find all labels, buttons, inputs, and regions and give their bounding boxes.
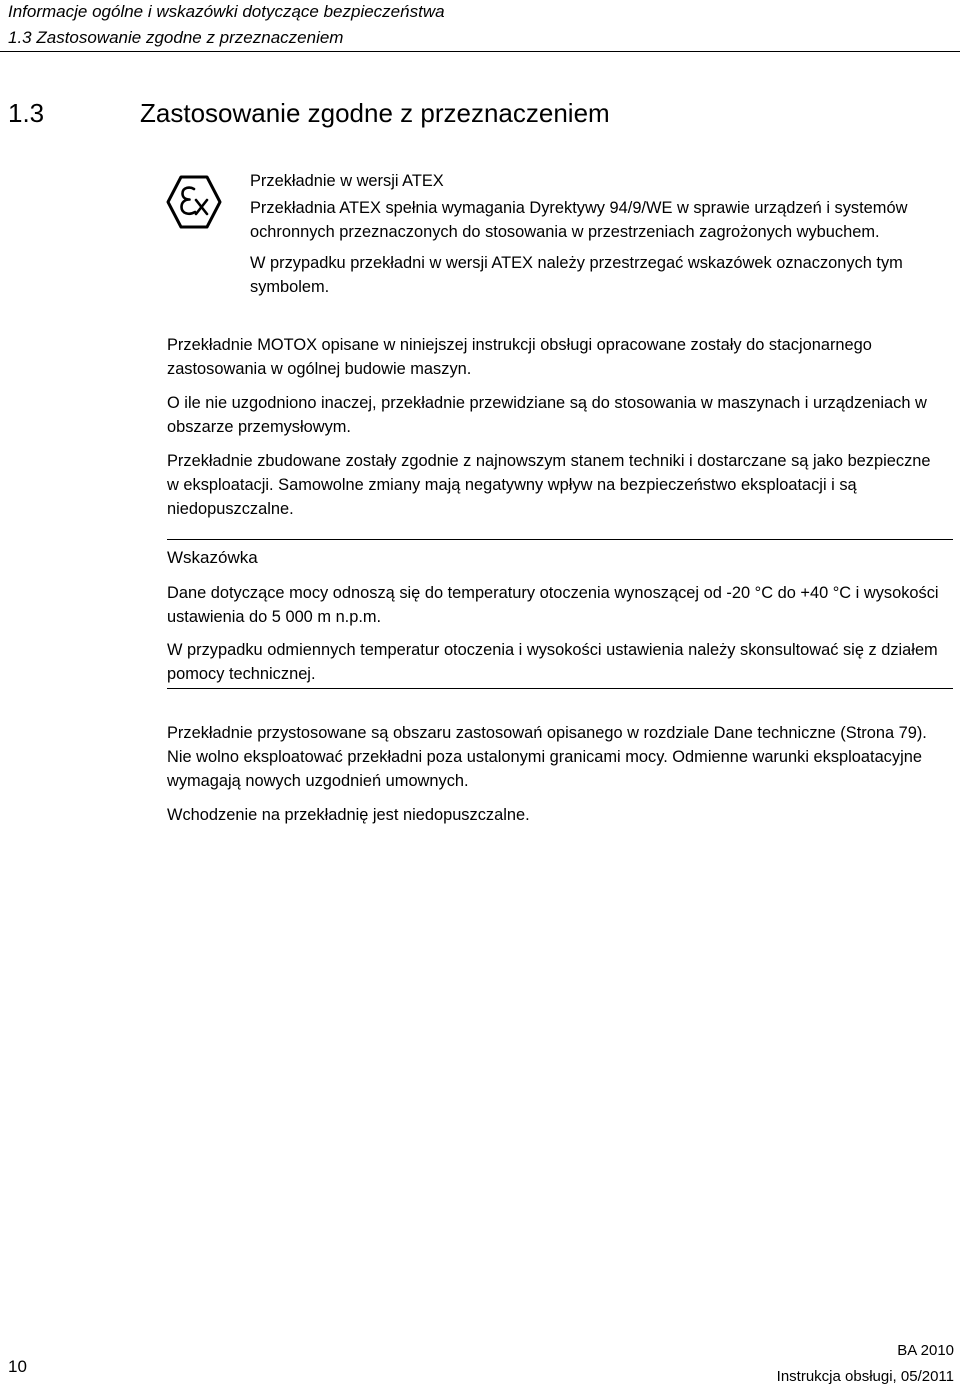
- atex-paragraph-symbol: W przypadku przekładni w wersji ATEX należy przestrzegać wskazówek oznaczonych tym symbolem.: [250, 254, 903, 296]
- paragraph-no-stepping: Wchodzenie na przekładnię jest niedopuszczalne.: [167, 806, 530, 824]
- note-bottom-rule: [167, 688, 953, 689]
- ex-atex-hexagon-icon: [166, 174, 222, 230]
- page-number: 10: [8, 1357, 27, 1376]
- header-divider: [0, 51, 960, 52]
- doc-code: BA 2010: [897, 1342, 954, 1359]
- paragraph-technical-data: Przekładnie przystosowane są obszaru zastosowań opisanego w rozdziale Dane techniczne (Strona 79). Nie wolno eksploatować przekładni poza ustalonymi granicami mocy. Odmienne warunki eksploatacyjne wymagają nowych uzgodnień umownych.: [167, 724, 927, 790]
- note-title: Wskazówka: [167, 548, 258, 567]
- running-header-section: 1.3 Zastosowanie zgodne z przeznaczeniem: [8, 28, 344, 47]
- paragraph-safety: Przekładnie zbudowane zostały zgodnie z najnowszym stanem techniki i dostarczane są jako bezpieczne w eksploatacji. Samowolne zmiany mają negatywny wpływ na bezpieczeństwo eksploatacji i są niedopuszczalne.: [167, 452, 931, 518]
- note-paragraph-power: Dane dotyczące mocy odnoszą się do temperatury otoczenia wynoszącej od -20 °C do +40 °C i wysokości ustawienia do 5 000 m n.p.m.: [167, 584, 939, 626]
- section-number: 1.3: [8, 98, 45, 128]
- atex-paragraph-directive: Przekładnia ATEX spełnia wymagania Dyrektywy 94/9/WE w sprawie urządzeń i systemów ochronnych przeznaczonych do stosowania w przestrzeniach zagrożonych wybuchem.: [250, 199, 908, 241]
- paragraph-usage: O ile nie uzgodniono inaczej, przekładnie przewidziane są do stosowania w maszynach i urządzeniach w obszarze przemysłowym.: [167, 394, 927, 436]
- atex-title: Przekładnie w wersji ATEX: [250, 172, 444, 190]
- note-top-rule: [167, 539, 953, 540]
- section-title: Zastosowanie zgodne z przeznaczeniem: [140, 98, 610, 128]
- running-header-chapter: Informacje ogólne i wskazówki dotyczące bezpieczeństwa: [8, 2, 445, 21]
- note-paragraph-contact: W przypadku odmiennych temperatur otoczenia i wysokości ustawienia należy skonsultować się z działem pomocy technicznej.: [167, 641, 938, 683]
- atex-block: [250, 169, 940, 299]
- doc-title: Instrukcja obsługi, 05/2011: [776, 1368, 954, 1385]
- section-heading: [8, 96, 610, 130]
- paragraph-motox: Przekładnie MOTOX opisane w niniejszej instrukcji obsługi opracowane zostały do stacjonarnego zastosowania w ogólnej budowie maszyn.: [167, 336, 872, 378]
